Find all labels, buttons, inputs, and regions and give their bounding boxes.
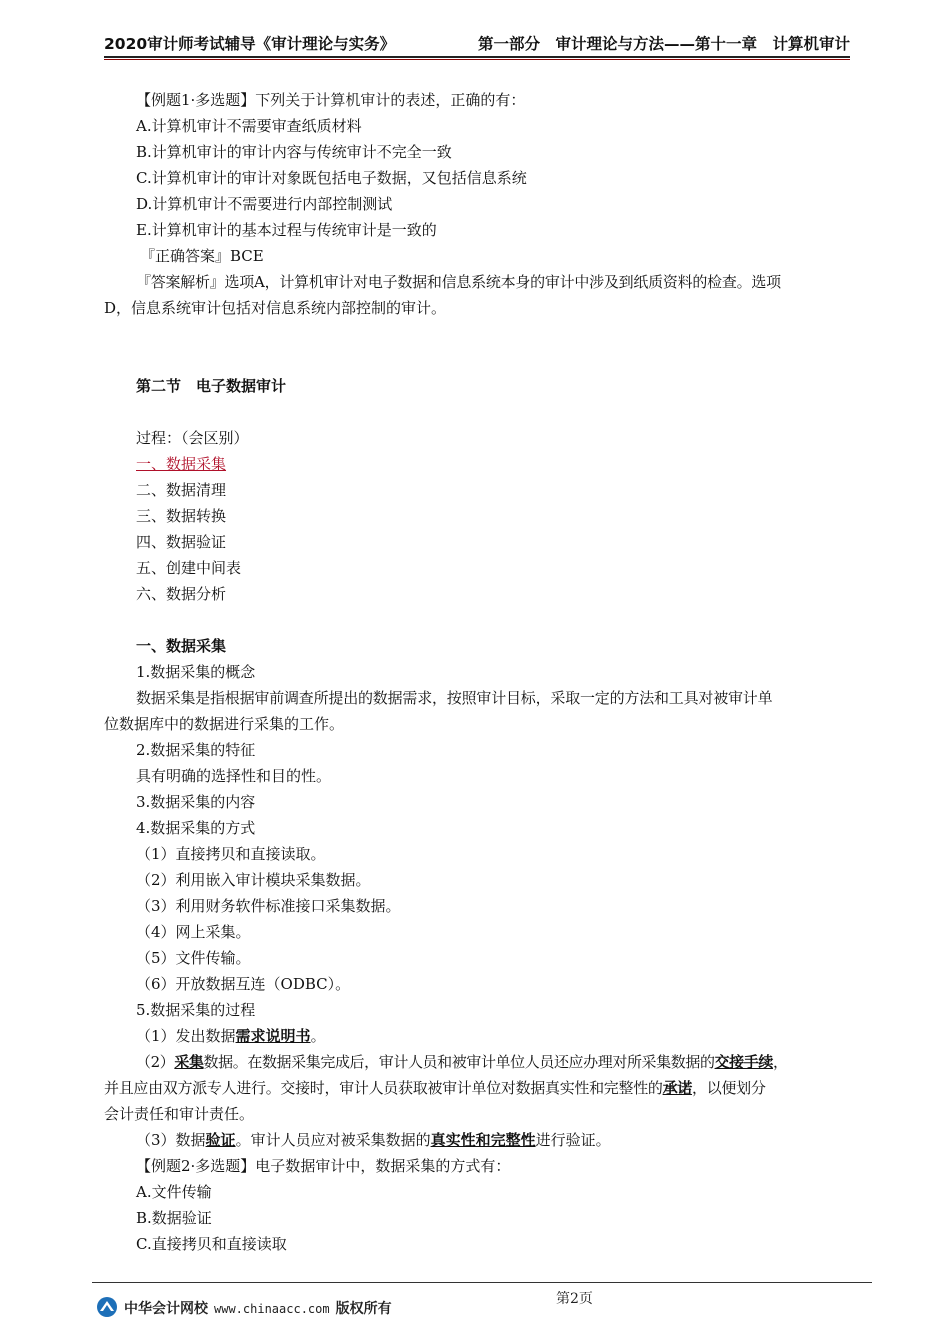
concept-line2: 位数据库中的数据进行采集的工作。 — [104, 715, 345, 733]
process-step-2-line3: 会计责任和审计责任。 — [104, 1105, 255, 1123]
example1-option-e: E.计算机审计的基本过程与传统审计是一致的 — [136, 221, 437, 239]
example2-option-b: B.数据验证 — [136, 1209, 212, 1227]
step-5: 五、创建中间表 — [136, 559, 242, 577]
footer-rights: 版权所有 — [335, 1301, 392, 1317]
example2-option-a: A.文件传输 — [136, 1183, 212, 1201]
process-step-2-comma: ， — [772, 1053, 788, 1071]
content-title: 3.数据采集的内容 — [136, 793, 256, 811]
example1-analysis-line1: 『答案解析』选项A，计算机审计对电子数据和信息系统本身的审计中涉及到纸质资料的检查。选项 — [136, 273, 781, 291]
step-2: 二、数据清理 — [136, 481, 227, 499]
process-step-2-emphasis-collect: 采集 — [174, 1053, 204, 1071]
process-step-1-text: （1）发出数据 — [136, 1027, 236, 1045]
example1-option-d: D.计算机审计不需要进行内部控制测试 — [136, 195, 393, 213]
process-step-2-text: 数据。在数据采集完成后，审计人员和被审计单位人员还应办理对所采集数据的 — [203, 1053, 715, 1071]
step-3: 三、数据转换 — [136, 507, 227, 525]
process-step-3-emphasis-integrity: 真实性和完整性 — [430, 1131, 536, 1149]
method-3: （3）利用财务软件标准接口采集数据。 — [136, 897, 401, 915]
footer-divider — [92, 1282, 872, 1283]
process-label: 过程：（会区别） — [136, 429, 249, 447]
methods-title: 4.数据采集的方式 — [136, 819, 256, 837]
example1-answer: 『正确答案』BCE — [140, 247, 264, 265]
section-title: 第二节 电子数据审计 — [136, 377, 287, 395]
example1-option-b: B.计算机审计的审计内容与传统审计不完全一致 — [136, 143, 452, 161]
process-step-2-line2-text: 并且应由双方派专人进行。交接时，审计人员获取被审计单位对数据真实性和完整性的 — [104, 1079, 663, 1097]
header-chapter-title: 第一部分 审计理论与方法——第十一章 计算机审计 — [477, 35, 850, 53]
process-step-3-prefix: （3）数据 — [136, 1131, 206, 1149]
process-step-1-end: 。 — [310, 1027, 326, 1045]
footer-brand — [124, 1298, 392, 1318]
method-6: （6）开放数据互连（ODBC）。 — [136, 975, 351, 993]
step-4: 四、数据验证 — [136, 533, 227, 551]
process-step-3 — [136, 1130, 611, 1150]
footer-url-link[interactable]: www.chinaacc.com — [214, 1302, 330, 1316]
process-step-1 — [136, 1026, 326, 1046]
process-step-2 — [136, 1052, 788, 1072]
process-step-1-emphasis: 需求说明书 — [235, 1027, 311, 1045]
concept-title: 1.数据采集的概念 — [136, 663, 256, 681]
example2-question: 【例题2·多选题】电子数据审计中，数据采集的方式有： — [136, 1157, 511, 1175]
feature-title: 2.数据采集的特征 — [136, 741, 256, 759]
method-2: （2）利用嵌入审计模块采集数据。 — [136, 871, 371, 889]
example1-option-a: A.计算机审计不需要审查纸质材料 — [136, 117, 362, 135]
method-1: （1）直接拷贝和直接读取。 — [136, 845, 326, 863]
step-1-link[interactable]: 一、数据采集 — [136, 455, 227, 473]
page-header — [104, 30, 850, 56]
example1-question: 【例题1·多选题】下列关于计算机审计的表述，正确的有： — [136, 91, 526, 109]
method-5: （5）文件传输。 — [136, 949, 251, 967]
footer-brand-name: 中华会计网校 — [124, 1301, 208, 1317]
process-step-3-end: 进行验证。 — [535, 1131, 611, 1149]
page-number: 第2页 — [556, 1291, 593, 1307]
example1-option-c: C.计算机审计的审计对象既包括电子数据，又包括信息系统 — [136, 169, 527, 187]
process-step-2-line2-end: ，以便划分 — [692, 1079, 766, 1097]
process-step-2-line2 — [104, 1078, 766, 1098]
example1-analysis-line2: D，信息系统审计包括对信息系统内部控制的审计。 — [104, 299, 447, 317]
process-step-3-emphasis-verify: 验证 — [205, 1131, 236, 1149]
step-6: 六、数据分析 — [136, 585, 227, 603]
header-book-title: 2020审计师考试辅导《审计理论与实务》 — [104, 35, 396, 53]
method-4: （4）网上采集。 — [136, 923, 251, 941]
collection-heading: 一、数据采集 — [136, 637, 227, 655]
feature-text: 具有明确的选择性和目的性。 — [136, 767, 332, 785]
example2-option-c: C.直接拷贝和直接读取 — [136, 1235, 287, 1253]
process-step-3-text: 。审计人员应对被采集数据的 — [235, 1131, 431, 1149]
process-step-2-prefix: （2） — [136, 1053, 175, 1071]
chinaacc-logo-icon — [96, 1296, 118, 1318]
concept-line1: 数据采集是指根据审前调查所提出的数据需求，按照审计目标，采取一定的方法和工具对被审计单 — [136, 689, 773, 707]
process-title: 5.数据采集的过程 — [136, 1001, 256, 1019]
header-divider — [104, 56, 850, 58]
process-step-2-emphasis-commitment: 承诺 — [662, 1079, 693, 1097]
process-step-2-emphasis-handover: 交接手续 — [714, 1053, 773, 1071]
header-divider-accent — [104, 59, 850, 60]
